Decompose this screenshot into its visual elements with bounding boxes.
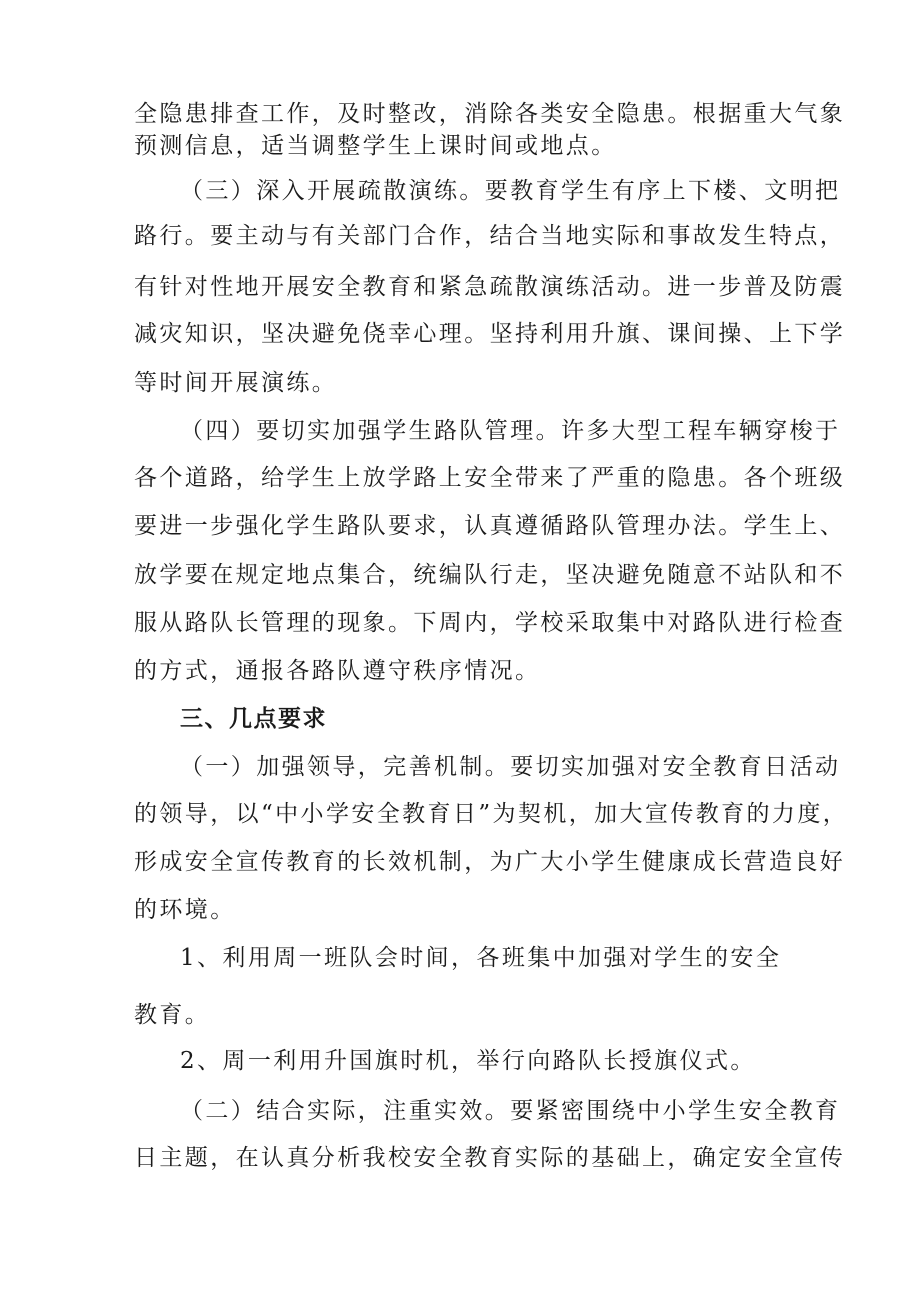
text-line: 放学要在规定地点集合，统编队行走，坚决避免随意不站队和不: [134, 562, 846, 588]
text-line: 日主题，在认真分析我校安全教育实际的基础上，确定安全宣传: [134, 1145, 846, 1171]
text-line: 教育。: [134, 1002, 211, 1028]
text-line: 的领导，以“中小学安全教育日”为契机，加大宣传教育的力度，: [134, 801, 849, 827]
text-line: 预测信息，适当调整学生上课时间或地点。: [134, 133, 617, 159]
text-line: 的方式，通报各路队遵守秩序情况。: [134, 658, 541, 684]
text-line: 有针对性地开展安全教育和紧急疏散演练活动。进一步普及防震: [134, 274, 846, 300]
paragraph-start: （三）深入开展疏散演练。要教育学生有序上下楼、文明把: [180, 178, 841, 204]
text-line: 形成安全宣传教育的长效机制，为广大小学生健康成长营造良好: [134, 849, 846, 875]
paragraph-start: （二）结合实际，注重实效。要紧密围绕中小学生安全教育: [180, 1098, 841, 1124]
text-line: 要进一步强化学生路队要求，认真遵循路队管理办法。学生上、: [134, 513, 846, 539]
paragraph-start: （一）加强领导，完善机制。要切实加强对安全教育日活动: [180, 754, 841, 780]
text-line: 服从路队长管理的现象。下周内，学校采取集中对路队进行检查: [134, 610, 846, 636]
section-heading: 三、几点要求: [180, 706, 327, 732]
text-line: 各个道路，给学生上放学路上安全带来了严重的隐患。各个班级: [134, 465, 846, 491]
list-item: 1、利用周一班队会时间，各班集中加强对学生的安全: [180, 945, 782, 971]
text-line: 的环境。: [134, 897, 236, 923]
text-line: 等时间开展演练。: [134, 370, 338, 396]
text-line: 减灾知识，坚决避免侥幸心理。坚持利用升旗、课间操、上下学: [134, 321, 846, 347]
list-item: 2、周一利用升国旗时机，举行向路队长授旗仪式。: [180, 1048, 756, 1074]
text-line: 路行。要主动与有关部门合作，结合当地实际和事故发生特点，: [134, 223, 846, 249]
text-line: 全隐患排查工作，及时整改，消除各类安全隐患。根据重大气象: [134, 101, 846, 127]
paragraph-start: （四）要切实加强学生路队管理。许多大型工程车辆穿梭于: [180, 418, 841, 444]
